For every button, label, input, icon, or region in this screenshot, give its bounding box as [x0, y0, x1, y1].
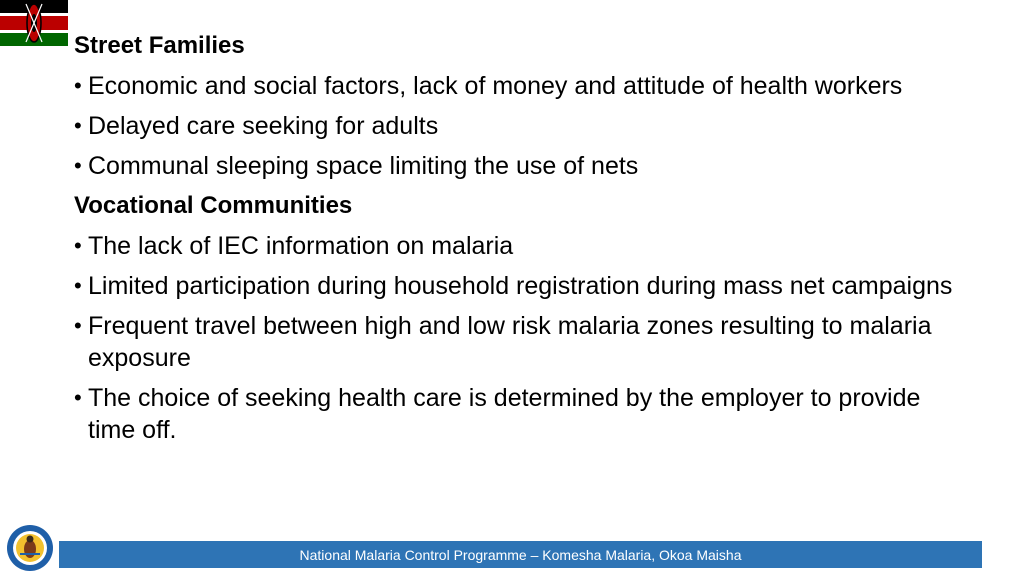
bullet-text: The lack of IEC information on malaria [88, 232, 514, 260]
bullet-icon: • [74, 313, 82, 338]
bullet-text: The choice of seeking health care is determined by the employer to provide time off. [88, 384, 921, 444]
bullet-icon: • [74, 233, 82, 258]
list-item [74, 110, 974, 142]
section-street-families [74, 30, 974, 182]
bullet-text: Frequent travel between high and low risk malaria zones resulting to malaria exposure [88, 312, 932, 372]
bullet-text: Limited participation during household registration during mass net campaigns [88, 272, 953, 300]
footer-text: National Malaria Control Programme – Komesha Malaria, Okoa Maisha [299, 546, 742, 563]
list-item [74, 150, 974, 182]
bullet-icon: • [74, 273, 82, 298]
section-heading: Vocational Communities [74, 192, 353, 219]
kenya-flag-icon [0, 0, 68, 46]
footer-bar [59, 541, 982, 568]
bullet-text: Communal sleeping space limiting the use of nets [88, 152, 639, 180]
bullet-icon: • [74, 385, 82, 410]
bullet-icon: • [74, 73, 82, 98]
bullet-icon: • [74, 153, 82, 178]
list-item [74, 310, 974, 374]
section-vocational-communities [74, 190, 974, 446]
list-item [74, 70, 974, 102]
bullet-icon: • [74, 113, 82, 138]
list-item [74, 270, 974, 302]
bullet-text: Delayed care seeking for adults [88, 112, 439, 140]
slide-content [74, 30, 974, 454]
bullet-text: Economic and social factors, lack of money and attitude of health workers [88, 72, 903, 100]
nmcp-logo-icon [6, 524, 54, 572]
list-item [74, 230, 974, 262]
list-item [74, 382, 974, 446]
section-heading: Street Families [74, 32, 245, 59]
